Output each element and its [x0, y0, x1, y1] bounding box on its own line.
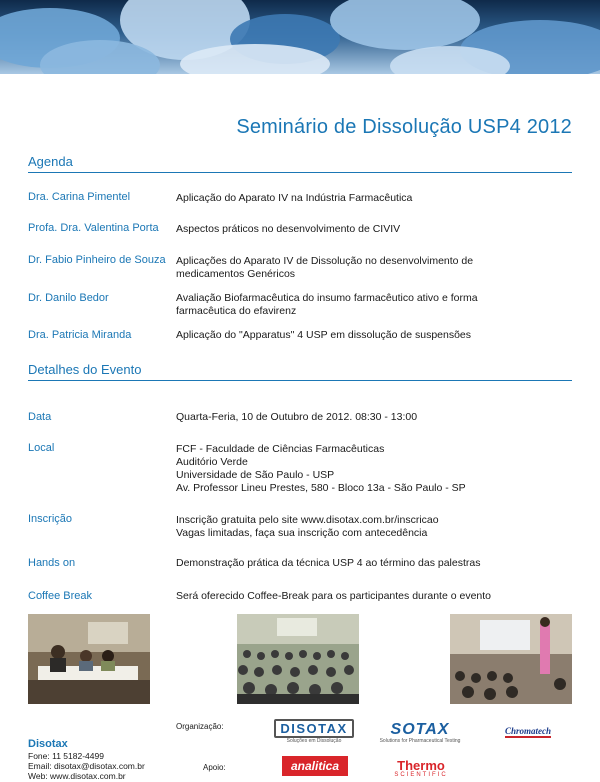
- agenda-speaker: Dr. Danilo Bedor: [28, 292, 109, 304]
- agenda-talk: Aplicação do Aparato IV na Indústria Farmacêutica: [176, 192, 413, 204]
- event-photo-3: [450, 614, 572, 704]
- local-label: Local: [28, 442, 55, 454]
- agenda-speaker: Dra. Patricia Miranda: [28, 329, 132, 341]
- local-value: FCF - Faculdade de Ciências Farmacêuticas Auditório Verde Universidade de São Paulo - USP Av. Professor Lineu Prestes, 580 - Bloco 13a - São Paulo - SP: [176, 443, 466, 494]
- agenda-speaker: Profa. Dra. Valentina Porta: [28, 222, 159, 234]
- details-heading: Detalhes do Evento: [28, 362, 142, 377]
- sotax-logo: SOTAX Solutions for Pharmaceutical Testing: [379, 721, 461, 744]
- organizacao-label: Organização:: [176, 722, 224, 731]
- date-value: Quarta-Feria, 10 de Outubro de 2012. 08:30 - 13:00: [176, 411, 418, 423]
- footer-company-name: Disotax: [28, 738, 68, 750]
- footer-email[interactable]: Email: disotax@disotax.com.br: [28, 761, 145, 771]
- disotax-logo: DISOTAX Soluções em Dissolução: [270, 716, 358, 746]
- agenda-talk: Avaliação Biofarmacêutica do insumo farmacêutico ativo e forma farmacêutica do efavirenz: [176, 292, 478, 317]
- agenda-heading: Agenda: [28, 154, 73, 169]
- header-banner-pills: [0, 0, 600, 74]
- thermo-logo: Thermo SCIENTIFIC: [394, 757, 448, 778]
- coffee-label: Coffee Break: [28, 590, 93, 602]
- event-photo-1: [28, 614, 150, 704]
- details-divider: [28, 380, 572, 381]
- handson-value: Demonstração prática da técnica USP 4 ao término das palestras: [176, 557, 481, 569]
- event-photo-2: [237, 614, 359, 704]
- agenda-talk: Aspectos práticos no desenvolvimento de CIVIV: [176, 223, 401, 235]
- inscricao-label: Inscrição: [28, 513, 73, 525]
- page-title: Seminário de Dissolução USP4 2012: [236, 116, 572, 138]
- analitica-logo: analitica: [282, 756, 348, 776]
- agenda-divider: [28, 172, 572, 173]
- footer-phone: Fone: 11 5182-4499: [28, 751, 104, 761]
- chromatech-logo: Chromatech: [504, 726, 551, 736]
- agenda-talk: Aplicações do Aparato IV de Dissolução no desenvolvimento de medicamentos Genéricos: [176, 255, 474, 280]
- apoio-label: Apoio:: [203, 763, 226, 772]
- footer-web[interactable]: Web: www.disotax.com.br: [28, 771, 126, 781]
- agenda-speaker: Dr. Fabio Pinheiro de Souza: [28, 254, 166, 266]
- handson-label: Hands on: [28, 557, 76, 569]
- agenda-talk: Aplicação do "Apparatus" 4 USP em dissolução de suspensões: [176, 329, 472, 341]
- date-label: Data: [28, 411, 52, 423]
- agenda-speaker: Dra. Carina Pimentel: [28, 191, 131, 203]
- inscricao-value: Inscrição gratuita pelo site www.disotax.com.br/inscricao Vagas limitadas, faça sua inscrição com antecedência: [176, 514, 439, 539]
- coffee-value: Será oferecido Coffee-Break para os participantes durante o evento: [176, 590, 491, 602]
